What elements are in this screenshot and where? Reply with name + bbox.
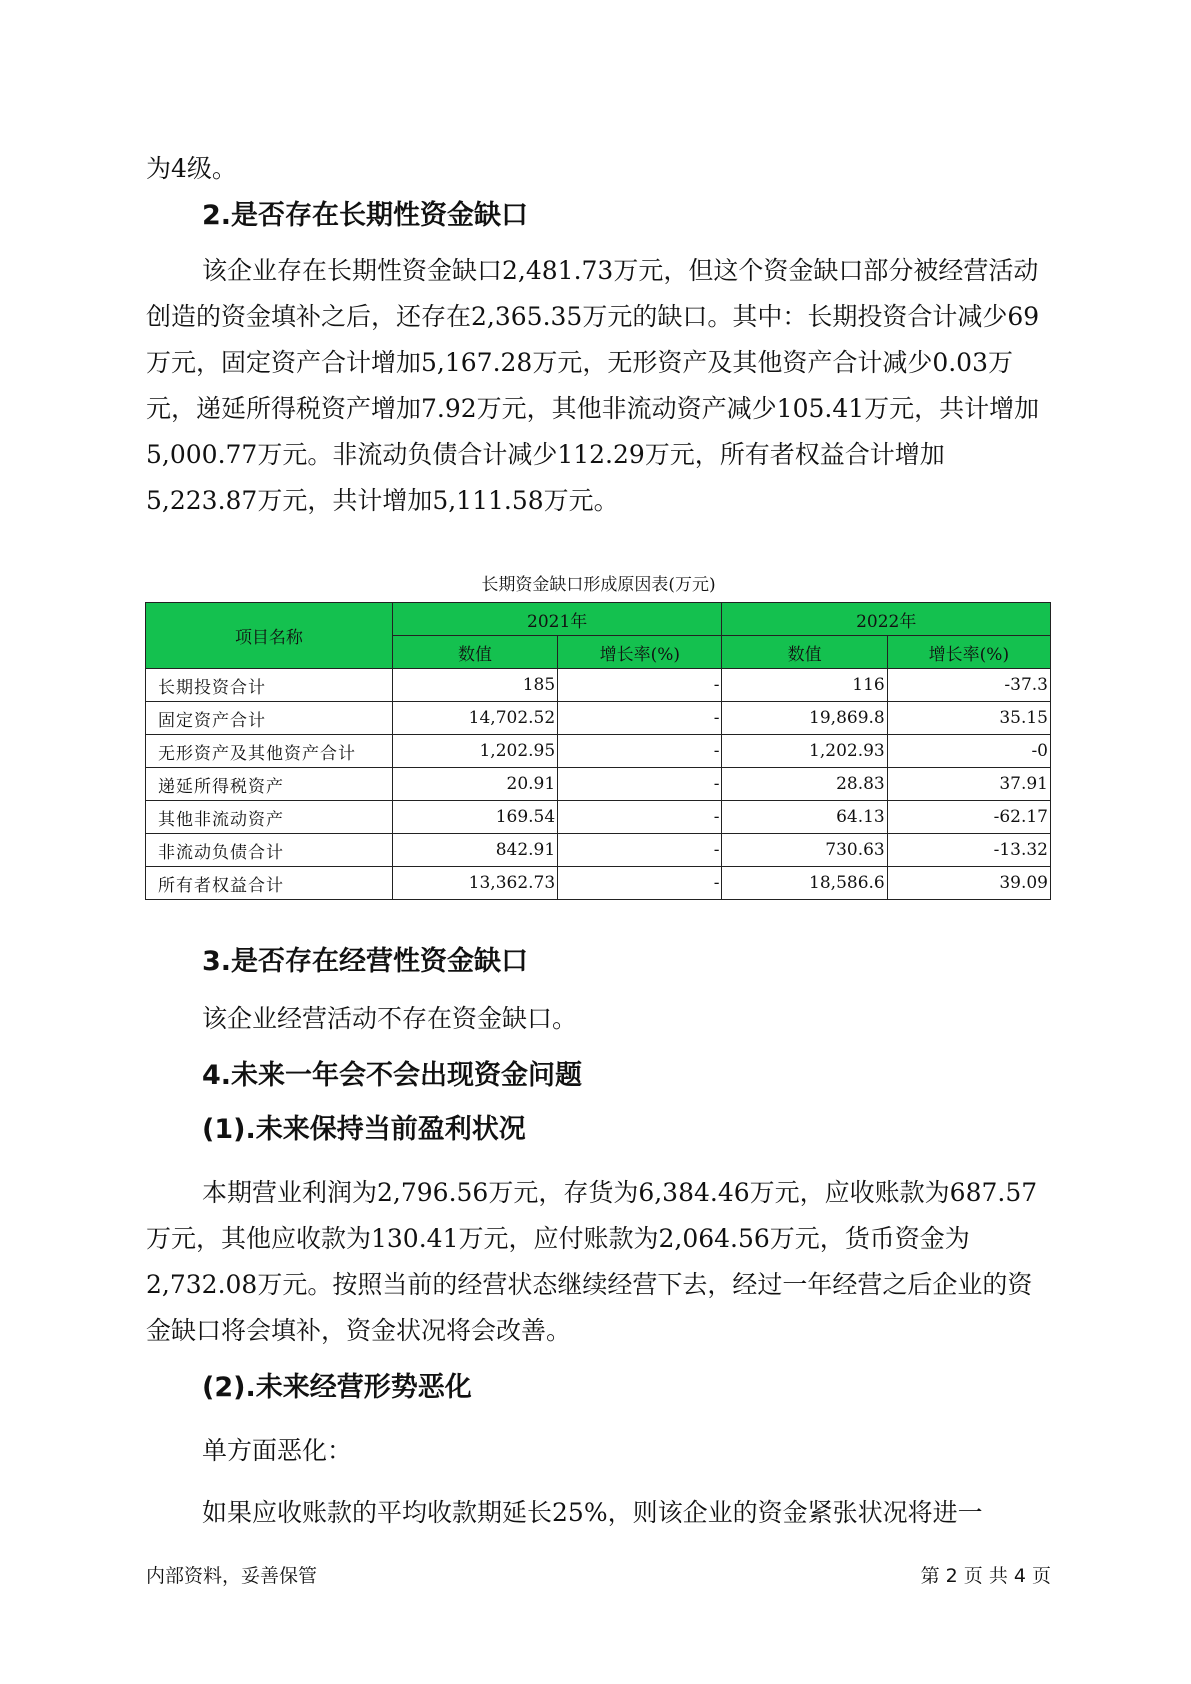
subheading-deterioration: (2).未来经营形势恶化 [202, 1372, 472, 1403]
table-row [146, 801, 1051, 834]
table-row [146, 768, 1051, 801]
value-2021: 20.91 [392, 768, 557, 801]
value-2022: 116 [722, 669, 887, 702]
growth-2022: -37.3 [887, 669, 1050, 702]
value-2021: 13,362.73 [392, 867, 557, 900]
growth-2021: - [558, 834, 722, 867]
footer-confidential: 内部资料，妥善保管 [146, 1565, 318, 1587]
value-2022: 18,586.6 [722, 867, 887, 900]
section-heading-operating-gap: 3.是否存在经营性资金缺口 [202, 946, 529, 977]
header-year-2021: 2021年 [392, 603, 722, 636]
value-2022: 1,202.93 [722, 735, 887, 768]
growth-2022: 35.15 [887, 702, 1050, 735]
row-name: 其他非流动资产 [146, 801, 393, 834]
row-name: 递延所得税资产 [146, 768, 393, 801]
paragraph-unilateral: 单方面恶化： [202, 1436, 353, 1465]
value-2022: 19,869.8 [722, 702, 887, 735]
row-name: 固定资产合计 [146, 702, 393, 735]
header-value-2021: 数值 [392, 636, 557, 669]
header-item-name: 项目名称 [146, 603, 393, 669]
row-name: 所有者权益合计 [146, 867, 393, 900]
paragraph-continuation: 为4级。 [146, 154, 237, 183]
growth-2022: -0 [887, 735, 1050, 768]
row-name: 非流动负债合计 [146, 834, 393, 867]
paragraph-keep-profit: 本期营业利润为2,796.56万元，存货为6,384.46万元，应收账款为687.57万元，其他应收款为130.41万元，应付账款为2,064.56万元，货币资金为2,732.08万元。按照当前的经营状态继续经营下去，经过一年经营之后企业的资金缺口将会填补，资金状况将会改善。 [146, 1178, 1038, 1345]
table-row [146, 669, 1051, 702]
value-2021: 14,702.52 [392, 702, 557, 735]
growth-2021: - [558, 669, 722, 702]
section-heading-next-year: 4.未来一年会不会出现资金问题 [202, 1060, 583, 1091]
section-heading-long-term-gap: 2.是否存在长期性资金缺口 [202, 200, 529, 231]
header-growth-2021: 增长率(%) [558, 636, 722, 669]
value-2022: 28.83 [722, 768, 887, 801]
value-2021: 842.91 [392, 834, 557, 867]
value-2022: 64.13 [722, 801, 887, 834]
growth-2022: 39.09 [887, 867, 1050, 900]
growth-2022: -62.17 [887, 801, 1050, 834]
paragraph-long-term-gap: 该企业存在长期性资金缺口2,481.73万元，但这个资金缺口部分被经营活动创造的资金填补之后，还存在2,365.35万元的缺口。其中：长期投资合计减少69万元，固定资产合计增加5,167.28万元，无形资产及其他资产合计减少0.03万元，递延所得税资产增加7.92万元，其他非流动资产减少105.41万元，共计增加5,000.77万元。非流动负债合计减少112.29万元，所有者权益合计增加5,223.87万元，共计增加5,111.58万元。 [146, 256, 1040, 515]
growth-2021: - [558, 702, 722, 735]
header-value-2022: 数值 [722, 636, 887, 669]
growth-2022: -13.32 [887, 834, 1050, 867]
growth-2021: - [558, 735, 722, 768]
table-row [146, 867, 1051, 900]
row-name: 无形资产及其他资产合计 [146, 735, 393, 768]
table-row [146, 702, 1051, 735]
growth-2021: - [558, 867, 722, 900]
table-row [146, 834, 1051, 867]
long-term-gap-table [145, 602, 1051, 900]
value-2021: 169.54 [392, 801, 557, 834]
header-growth-2022: 增长率(%) [887, 636, 1050, 669]
value-2021: 185 [392, 669, 557, 702]
header-year-2022: 2022年 [722, 603, 1051, 636]
value-2022: 730.63 [722, 834, 887, 867]
row-name: 长期投资合计 [146, 669, 393, 702]
value-2021: 1,202.95 [392, 735, 557, 768]
growth-2022: 37.91 [887, 768, 1050, 801]
paragraph-receivables: 如果应收账款的平均收款期延长25%，则该企业的资金紧张状况将进一 [202, 1498, 983, 1527]
growth-2021: - [558, 801, 722, 834]
page-number: 第 2 页 共 4 页 [920, 1565, 1051, 1587]
growth-2021: - [558, 768, 722, 801]
table-row [146, 735, 1051, 768]
paragraph-operating-gap: 该企业经营活动不存在资金缺口。 [202, 1004, 578, 1033]
table-caption: 长期资金缺口形成原因表(万元) [481, 575, 716, 595]
subheading-keep-profit: (1).未来保持当前盈利状况 [202, 1114, 526, 1145]
